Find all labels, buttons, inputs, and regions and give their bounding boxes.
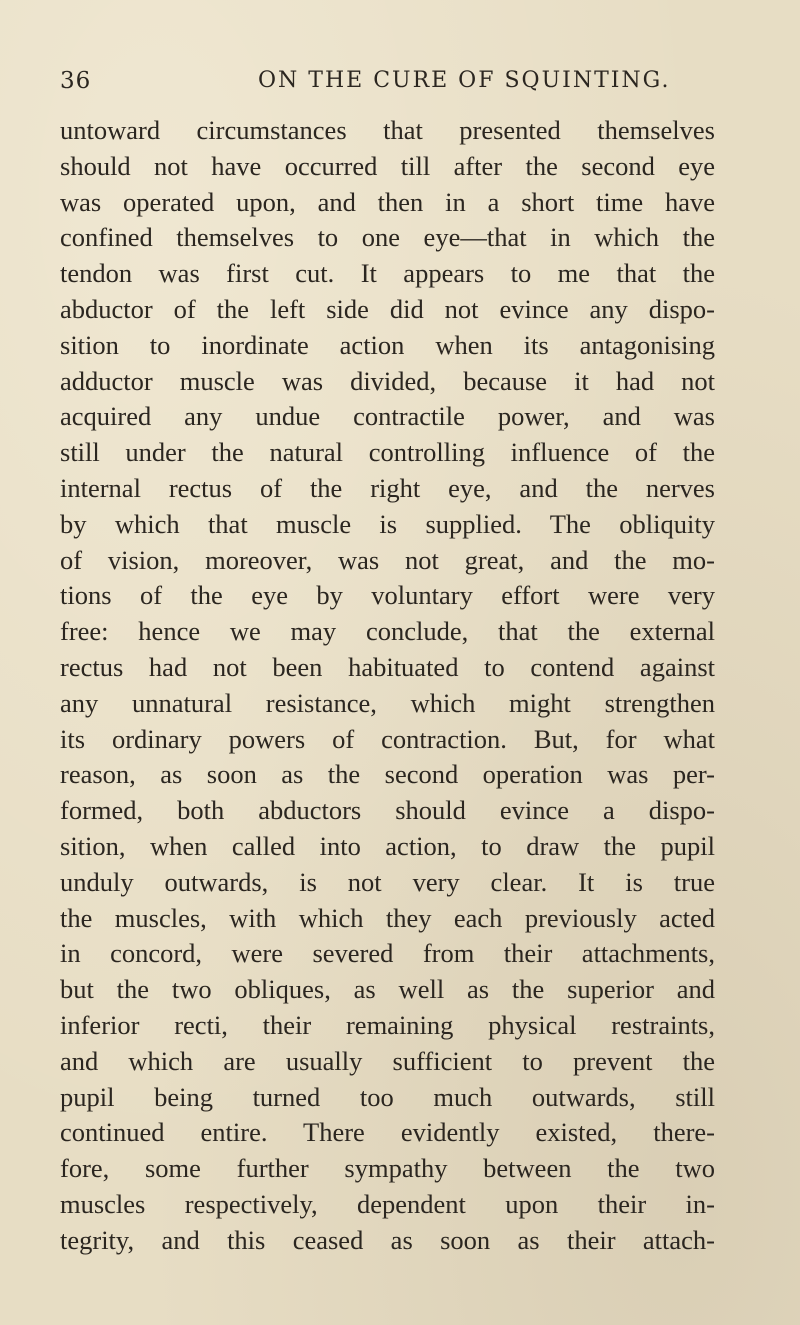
text-line: tions of the eye by voluntary effort were very [60,580,715,611]
text-line: but the two obliques, as well as the superior and [60,974,715,1005]
text-line: its ordinary powers of contraction. But, for what [60,723,715,754]
text-line: unduly outwards, is not very clear. It is true [60,866,715,897]
text-line: of vision, moreover, was not great, and the mo- [60,544,715,575]
text-line: inferior recti, their remaining physical restraints, [60,1009,715,1040]
text-line: formed, both abductors should evince a dispo- [60,795,715,826]
text-line: adductor muscle was divided, because it had not [60,365,715,396]
text-line: sition to inordinate action when its antagonising [60,329,715,360]
text-line: sition, when called into action, to draw the pupil [60,830,715,861]
running-title: ON THE CURE OF SQUINTING. [258,68,671,93]
page-number: 36 [60,68,92,94]
text-line: confined themselves to one eye—that in which the [60,222,715,253]
text-line: the muscles, with which they each previously acted [60,902,715,933]
text-line: fore, some further sympathy between the two [60,1153,715,1184]
text-line: acquired any undue contractile power, and was [60,401,715,432]
body-text [60,113,715,1259]
text-line: free: hence we may conclude, that the external [60,616,715,647]
running-head [60,68,740,108]
text-line: in concord, were severed from their attachments, [60,938,715,969]
text-line: abductor of the left side did not evince any dispo- [60,293,715,324]
text-line: was operated upon, and then in a short time have [60,186,715,217]
text-line: pupil being turned too much outwards, still [60,1081,715,1112]
text-line: by which that muscle is supplied. The obliquity [60,508,715,539]
text-line: should not have occurred till after the second eye [60,150,715,181]
text-line: rectus had not been habituated to contend against [60,651,715,682]
text-line: reason, as soon as the second operation was per- [60,759,715,790]
text-line: tegrity, and this ceased as soon as their attach- [60,1224,715,1255]
text-line: untoward circumstances that presented themselves [60,115,715,145]
text-line: any unnatural resistance, which might strengthen [60,687,715,718]
text-line: tendon was first cut. It appears to me that the [60,258,715,289]
text-line: and which are usually sufficient to prevent the [60,1045,715,1076]
text-line: internal rectus of the right eye, and the nerves [60,472,715,503]
text-line: still under the natural controlling influence of the [60,437,715,468]
text-line: continued entire. There evidently existed, there- [60,1117,715,1148]
text-line: muscles respectively, dependent upon their in- [60,1188,715,1219]
